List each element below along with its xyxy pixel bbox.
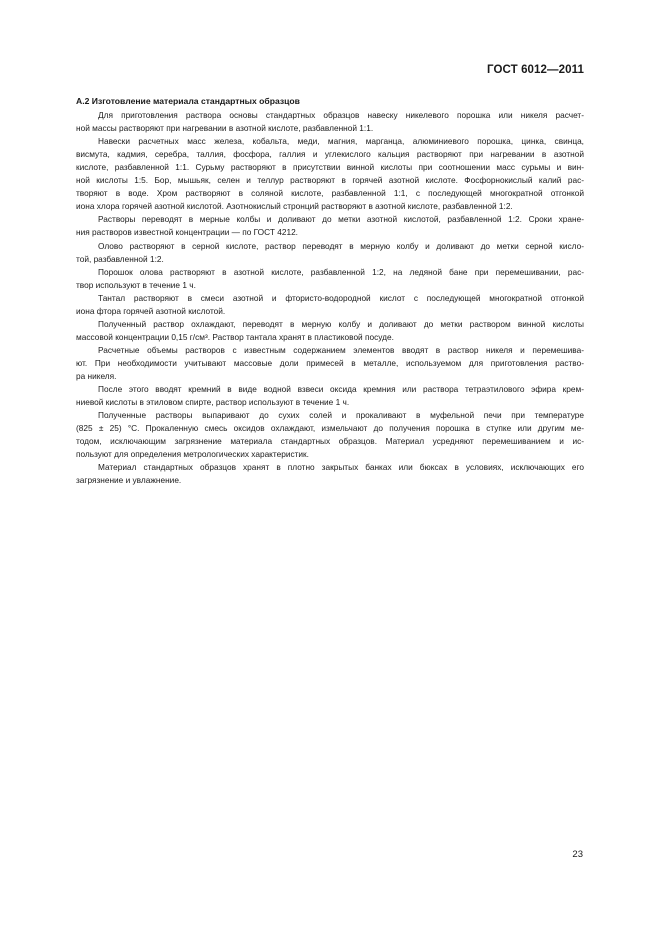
paragraph: [76, 213, 584, 239]
standard-header: ГОСТ 6012—2011: [487, 64, 584, 76]
paragraph: [76, 461, 584, 487]
text-line: Навески расчетных масс железа, кобальта, меди, магния, марганца, алюминиевого порошка, цинка, свинца,: [98, 136, 584, 147]
text-line: ют. При необходимости учитывают массовые доли примесей в металле, используемом для приготовления раство-: [76, 357, 584, 368]
paragraph: [76, 383, 584, 409]
text-line: висмута, кадмия, серебра, таллия, фосфора, галлия и углекислого кальция растворяют при нагревании в азотной: [76, 149, 584, 160]
paragraph: [76, 109, 584, 135]
text-line: иона хлора горячей азотной кислотой. Азотнокислый стронций растворяют в азотной кислоте, разбавленной 1:2.: [76, 201, 513, 212]
text-line: иона фтора горячей азотной кислотой.: [76, 305, 226, 316]
text-line: Расчетные объемы растворов с известным содержанием элементов вводят в раствор никеля и перемешива-: [98, 344, 584, 355]
text-line: Материал стандартных образцов хранят в плотно закрытых банках или бюксах в условиях, исключающих его: [98, 462, 584, 473]
text-line: После этого вводят кремний в виде водной взвеси оксида кремния или раствора тетраэтилового эфира крем-: [98, 384, 584, 395]
text-line: Растворы переводят в мерные колбы и доливают до метки азотной кислотой, разбавленной 1:2. Сроки хране-: [98, 214, 584, 225]
text-line: тодом, исключающим загрязнение материала стандартных образцов. Материал усредняют перемешиванием и ис-: [76, 436, 584, 447]
text-line: ния растворов известной концентрации — по ГОСТ 4212.: [76, 227, 298, 238]
paragraph: [76, 344, 584, 383]
text-line: загрязнение и увлажнение.: [76, 475, 182, 486]
text-line: (825 ± 25) °С. Прокаленную смесь оксидов охлаждают, измельчают до получения порошка в ступке или другим ме-: [76, 423, 584, 434]
text-line: той, разбавленной 1:2.: [76, 253, 164, 264]
page-number: 23: [572, 849, 583, 860]
paragraph: [76, 292, 584, 318]
text-line: Олово растворяют в серной кислоте, раствор переводят в мерную колбу и доливают до метки серной кисло-: [98, 240, 584, 251]
text-line: кислоте, разбавленной 1:1. Сурьму растворяют в присутствии винной кислоты при соотношении масс сурьмы и вин-: [76, 162, 584, 173]
paragraph-list: [76, 109, 584, 487]
text-line: твор используют в течение 1 ч.: [76, 279, 196, 290]
section-title: А.2 Изготовление материала стандартных образцов: [76, 96, 300, 106]
text-line: ной кислоты 1:5. Бор, мышьяк, селен и теллур растворяют в горячей азотной кислоте. Фосфорнокислый калий рас-: [76, 175, 584, 186]
text-line: творяют в воде. Хром растворяют в соляной кислоте, разбавленной 1:1, с последующей многократной отгонкой: [76, 188, 584, 199]
text-line: пользуют для определения метрологических характеристик.: [76, 449, 309, 460]
paragraph: [76, 266, 584, 292]
text-line: Тантал растворяют в смеси азотной и фтористо-водородной кислот с последующей многократной отгонкой: [98, 292, 584, 303]
text-line: ной массы растворяют при нагревании в азотной кислоте, разбавленной 1:1.: [76, 123, 374, 134]
text-line: Для приготовления раствора основы стандартных образцов навеску никелевого порошка или никеля расчет-: [98, 110, 584, 121]
paragraph: [76, 135, 584, 213]
text-line: Полученные растворы выпаривают до сухих солей и прокаливают в муфельной печи при температуре: [98, 410, 584, 421]
paragraph: [76, 240, 584, 266]
paragraph: [76, 409, 584, 461]
text-line: Полученный раствор охлаждают, переводят в мерную колбу и доливают до метки раствором винной кислоты: [98, 318, 584, 329]
paragraph: [76, 318, 584, 344]
text-line: Порошок олова растворяют в азотной кислоте, разбавленной 1:2, на ледяной бане при перемешивании, рас-: [98, 266, 584, 277]
document-body: [76, 95, 584, 487]
text-line: ниевой кислоты в этиловом спирте, раствор используют в течение 1 ч.: [76, 397, 350, 408]
text-line: массовой концентрации 0,15 г/см³. Раствор тантала хранят в пластиковой посуде.: [76, 331, 394, 342]
text-line: ра никеля.: [76, 370, 117, 381]
